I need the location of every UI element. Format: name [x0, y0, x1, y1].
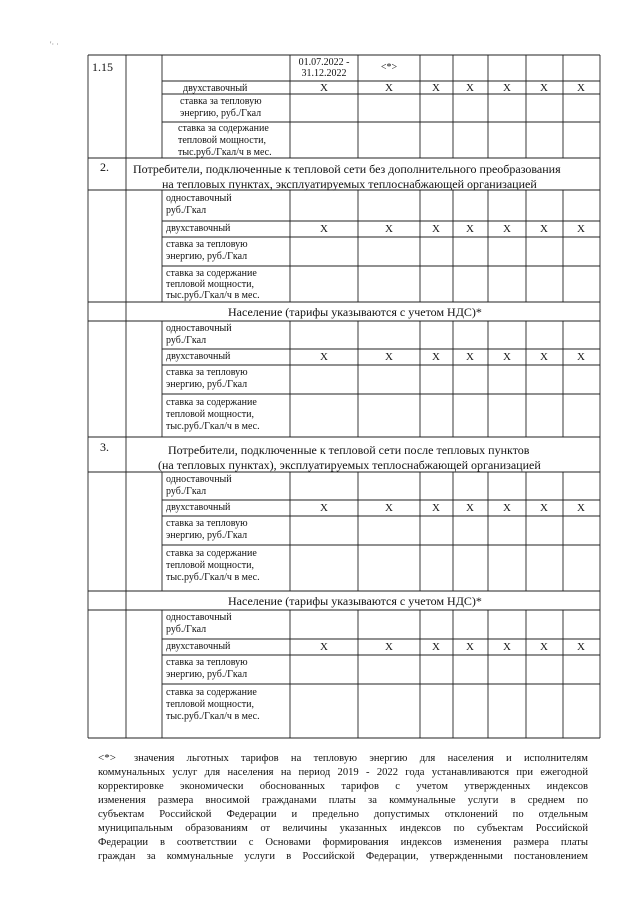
- section-2-title: на тепловых пунктах, эксплуатируемых теплоснабжающей организацией: [162, 177, 537, 191]
- label-rate-energy: ставка за тепловую: [180, 96, 262, 107]
- x-mark: X: [385, 223, 393, 235]
- x-mark: X: [466, 502, 474, 514]
- section-2-title: Потребители, подключенные к тепловой сети без дополнительного преобразования: [133, 162, 561, 176]
- x-mark: X: [466, 223, 474, 235]
- label-rate-capacity: тыс.руб./Гкал/ч в мес.: [166, 290, 260, 301]
- section-3-title: Потребители, подключенные к тепловой сети после тепловых пунктов: [168, 443, 530, 457]
- section-number-2: 2.: [100, 160, 109, 174]
- label-rate-capacity: ставка за содержание: [166, 268, 257, 279]
- label-two-part: двухставочный: [183, 83, 248, 94]
- x-mark: X: [466, 351, 474, 363]
- x-mark: X: [503, 641, 511, 653]
- x-mark: X: [385, 502, 393, 514]
- label-two-part: двухставочный: [166, 351, 231, 362]
- label-two-part: двухставочный: [166, 502, 231, 513]
- footnote-line: муниципальным образованиям от величины указанных индексов по субъектам Российской: [98, 823, 588, 834]
- x-mark: X: [503, 351, 511, 363]
- label-one-part: одноставочный: [166, 474, 232, 485]
- x-mark: X: [540, 641, 548, 653]
- period-start: 01.07.2022 -: [298, 57, 350, 68]
- x-mark: X: [540, 502, 548, 514]
- x-mark: X: [577, 82, 585, 94]
- footnote-line: граждан за коммунальные услуги в Российской Федерации, утвержденными постановлением: [98, 851, 588, 862]
- footnote-line: Федерации в соответствии с Основами формирования индексов изменения размера платы: [98, 837, 588, 848]
- label-rate-energy: ставка за тепловую: [166, 518, 248, 529]
- label-rate-capacity: ставка за содержание: [166, 548, 257, 559]
- x-mark: X: [320, 223, 328, 235]
- row-number-1-15: 1.15: [92, 60, 113, 74]
- footnote-ref: <*>: [380, 62, 398, 73]
- label-rate-capacity: тепловой мощности,: [166, 279, 254, 290]
- label-one-part: руб./Гкал: [166, 624, 207, 635]
- x-mark: X: [432, 641, 440, 653]
- x-mark: X: [432, 82, 440, 94]
- label-one-part: одноставочный: [166, 323, 232, 334]
- label-rate-capacity: ставка за содержание: [166, 687, 257, 698]
- label-one-part: руб./Гкал: [166, 486, 207, 497]
- label-two-part: двухставочный: [166, 223, 231, 234]
- footnote-line: субъектам Российской Федерации и предельно допустимых отклонений по отдельным: [98, 809, 588, 820]
- label-rate-energy: энергию, руб./Гкал: [166, 530, 248, 541]
- footnote-marker: <*>: [98, 752, 116, 764]
- label-rate-capacity: тепловой мощности,: [166, 409, 254, 420]
- period-end: 31.12.2022: [301, 68, 347, 79]
- label-one-part: одноставочный: [166, 612, 232, 623]
- label-rate-capacity: тыс.руб./Гкал/ч в мес.: [178, 147, 272, 158]
- footnote-line: значения льготных тарифов на тепловую энергию для населения и исполнителям: [134, 753, 588, 764]
- x-mark: X: [503, 82, 511, 94]
- label-rate-capacity: тепловой мощности,: [178, 135, 266, 146]
- x-mark: X: [385, 351, 393, 363]
- label-rate-capacity: тепловой мощности,: [166, 699, 254, 710]
- label-rate-capacity: тыс.руб./Гкал/ч в мес.: [166, 421, 260, 432]
- label-two-part: двухставочный: [166, 641, 231, 652]
- x-mark: X: [466, 82, 474, 94]
- x-mark: X: [320, 502, 328, 514]
- label-rate-capacity: ставка за содержание: [166, 397, 257, 408]
- x-mark: X: [320, 351, 328, 363]
- x-mark: X: [466, 641, 474, 653]
- x-mark: X: [320, 82, 328, 94]
- x-mark: X: [320, 641, 328, 653]
- x-mark: X: [503, 223, 511, 235]
- x-mark: X: [540, 82, 548, 94]
- section-3-title: (на тепловых пунктах), эксплуатируемых теплоснабжающей организацией: [158, 458, 541, 472]
- x-mark: X: [432, 223, 440, 235]
- footnote-line: коммунальных услуг для населения на период 2019 - 2022 года устанавливаются при ежегодной: [98, 767, 588, 778]
- x-mark: X: [577, 351, 585, 363]
- x-mark: X: [577, 223, 585, 235]
- label-rate-capacity: тыс.руб./Гкал/ч в мес.: [166, 711, 260, 722]
- x-mark: X: [432, 502, 440, 514]
- x-mark: X: [385, 82, 393, 94]
- x-mark: X: [577, 502, 585, 514]
- label-rate-energy: энергию, руб./Гкал: [166, 669, 248, 680]
- footnote-line: изменения размера вносимой гражданами платы за коммунальные услуги в среднем по: [98, 795, 588, 806]
- label-rate-capacity: ставка за содержание: [178, 123, 269, 134]
- label-one-part: одноставочный: [166, 193, 232, 204]
- x-mark: X: [577, 641, 585, 653]
- label-rate-energy: энергию, руб./Гкал: [166, 379, 248, 390]
- label-rate-capacity: тепловой мощности,: [166, 560, 254, 571]
- label-rate-energy: энергию, руб./Гкал: [166, 251, 248, 262]
- label-rate-energy: ставка за тепловую: [166, 657, 248, 668]
- label-one-part: руб./Гкал: [166, 205, 207, 216]
- label-rate-energy: ставка за тепловую: [166, 367, 248, 378]
- label-rate-capacity: тыс.руб./Гкал/ч в мес.: [166, 572, 260, 583]
- x-mark: X: [432, 351, 440, 363]
- label-rate-energy: энергию, руб./Гкал: [180, 108, 262, 119]
- x-mark: X: [503, 502, 511, 514]
- page-mark: '· ·: [50, 40, 59, 49]
- label-one-part: руб./Гкал: [166, 335, 207, 346]
- section-number-3: 3.: [100, 440, 109, 454]
- x-mark: X: [540, 223, 548, 235]
- label-rate-energy: ставка за тепловую: [166, 239, 248, 250]
- x-mark: X: [385, 641, 393, 653]
- population-header: Население (тарифы указываются с учетом НДС)*: [228, 594, 482, 608]
- footnote-line: корректировке экономически обоснованных тарифов с учетом утвержденных индексов: [98, 781, 588, 792]
- x-mark: X: [540, 351, 548, 363]
- population-header: Население (тарифы указываются с учетом НДС)*: [228, 305, 482, 319]
